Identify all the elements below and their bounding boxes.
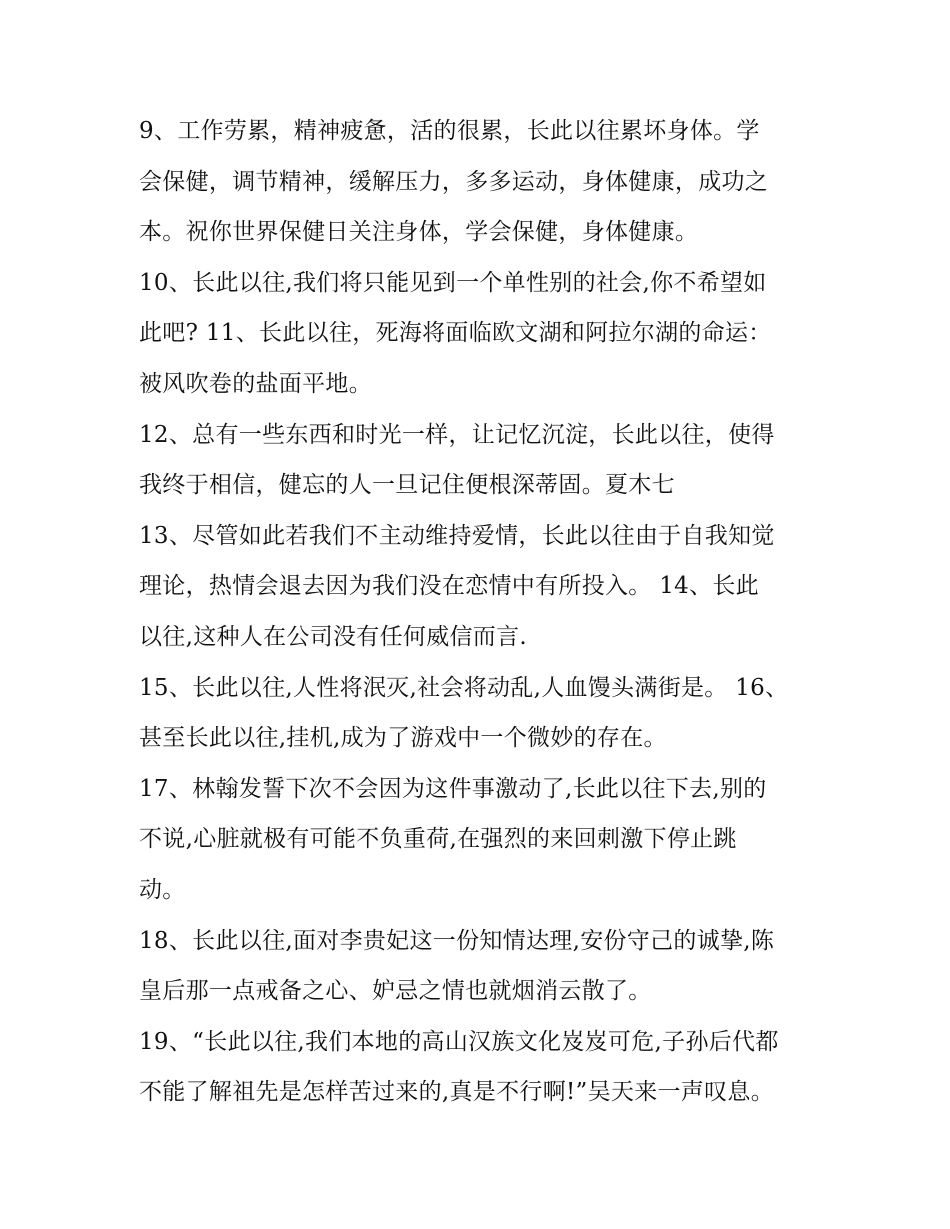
document-body [139, 106, 819, 1118]
text-line: 12、总有一些东西和时光一样，让记忆沉淀，长此以往，使得 [139, 421, 775, 448]
text-line: 理论，热情会退去因为我们没在恋情中有所投入。 14、长此 [139, 573, 759, 600]
text-line: 会保健，调节精神，缓解压力，多多运动，身体健康，成功之 [139, 168, 769, 195]
text-line: 15、长此以往,人性将泯灭,社会将动乱,人血馒头满街是。 16、 [139, 674, 789, 701]
text-line: 13、尽管如此若我们不主动维持爱情，长此以往由于自我知觉 [139, 522, 775, 549]
text-line: 不能了解祖先是怎样苦过来的,真是不行啊!”吴天来一声叹息。 [139, 1079, 775, 1106]
text-line: 不说,心脏就极有可能不负重荷,在强烈的来回刺激下停止跳 [139, 826, 737, 853]
text-line: 皇后那一点戒备之心、妒忌之情也就烟消云散了。 [139, 978, 652, 1005]
text-line: 9、工作劳累，精神疲惫，活的很累，长此以往累坏身体。学 [139, 118, 760, 144]
text-line: 17、林翰发誓下次不会因为这件事激动了,长此以往下去,别的 [139, 775, 767, 802]
text-line: 我终于相信，健忘的人一旦记住便根深蒂固。夏木七 [139, 472, 675, 499]
text-line: 动。 [139, 876, 186, 903]
text-line: 本。祝你世界保健日关注身体，学会保健，身体健康。 [139, 219, 699, 246]
text-line: 被风吹卷的盐面平地。 [139, 370, 372, 397]
text-line: 10、长此以往,我们将只能见到一个单性别的社会,你不希望如 [139, 269, 767, 296]
text-line: 19、“长此以往,我们本地的高山汉族文化岌岌可危,子孙后代都 [139, 1028, 779, 1055]
text-line: 以往,这种人在公司没有任何威信而言. [139, 623, 528, 650]
text-line: 此吧? 11、长此以往，死海将面临欧文湖和阿拉尔湖的命运： [139, 320, 772, 347]
text-line: 18、长此以往,面对李贵妃这一份知情达理,安份守己的诚挚,陈 [139, 927, 775, 954]
text-line: 甚至长此以往,挂机,成为了游戏中一个微妙的存在。 [139, 725, 667, 752]
